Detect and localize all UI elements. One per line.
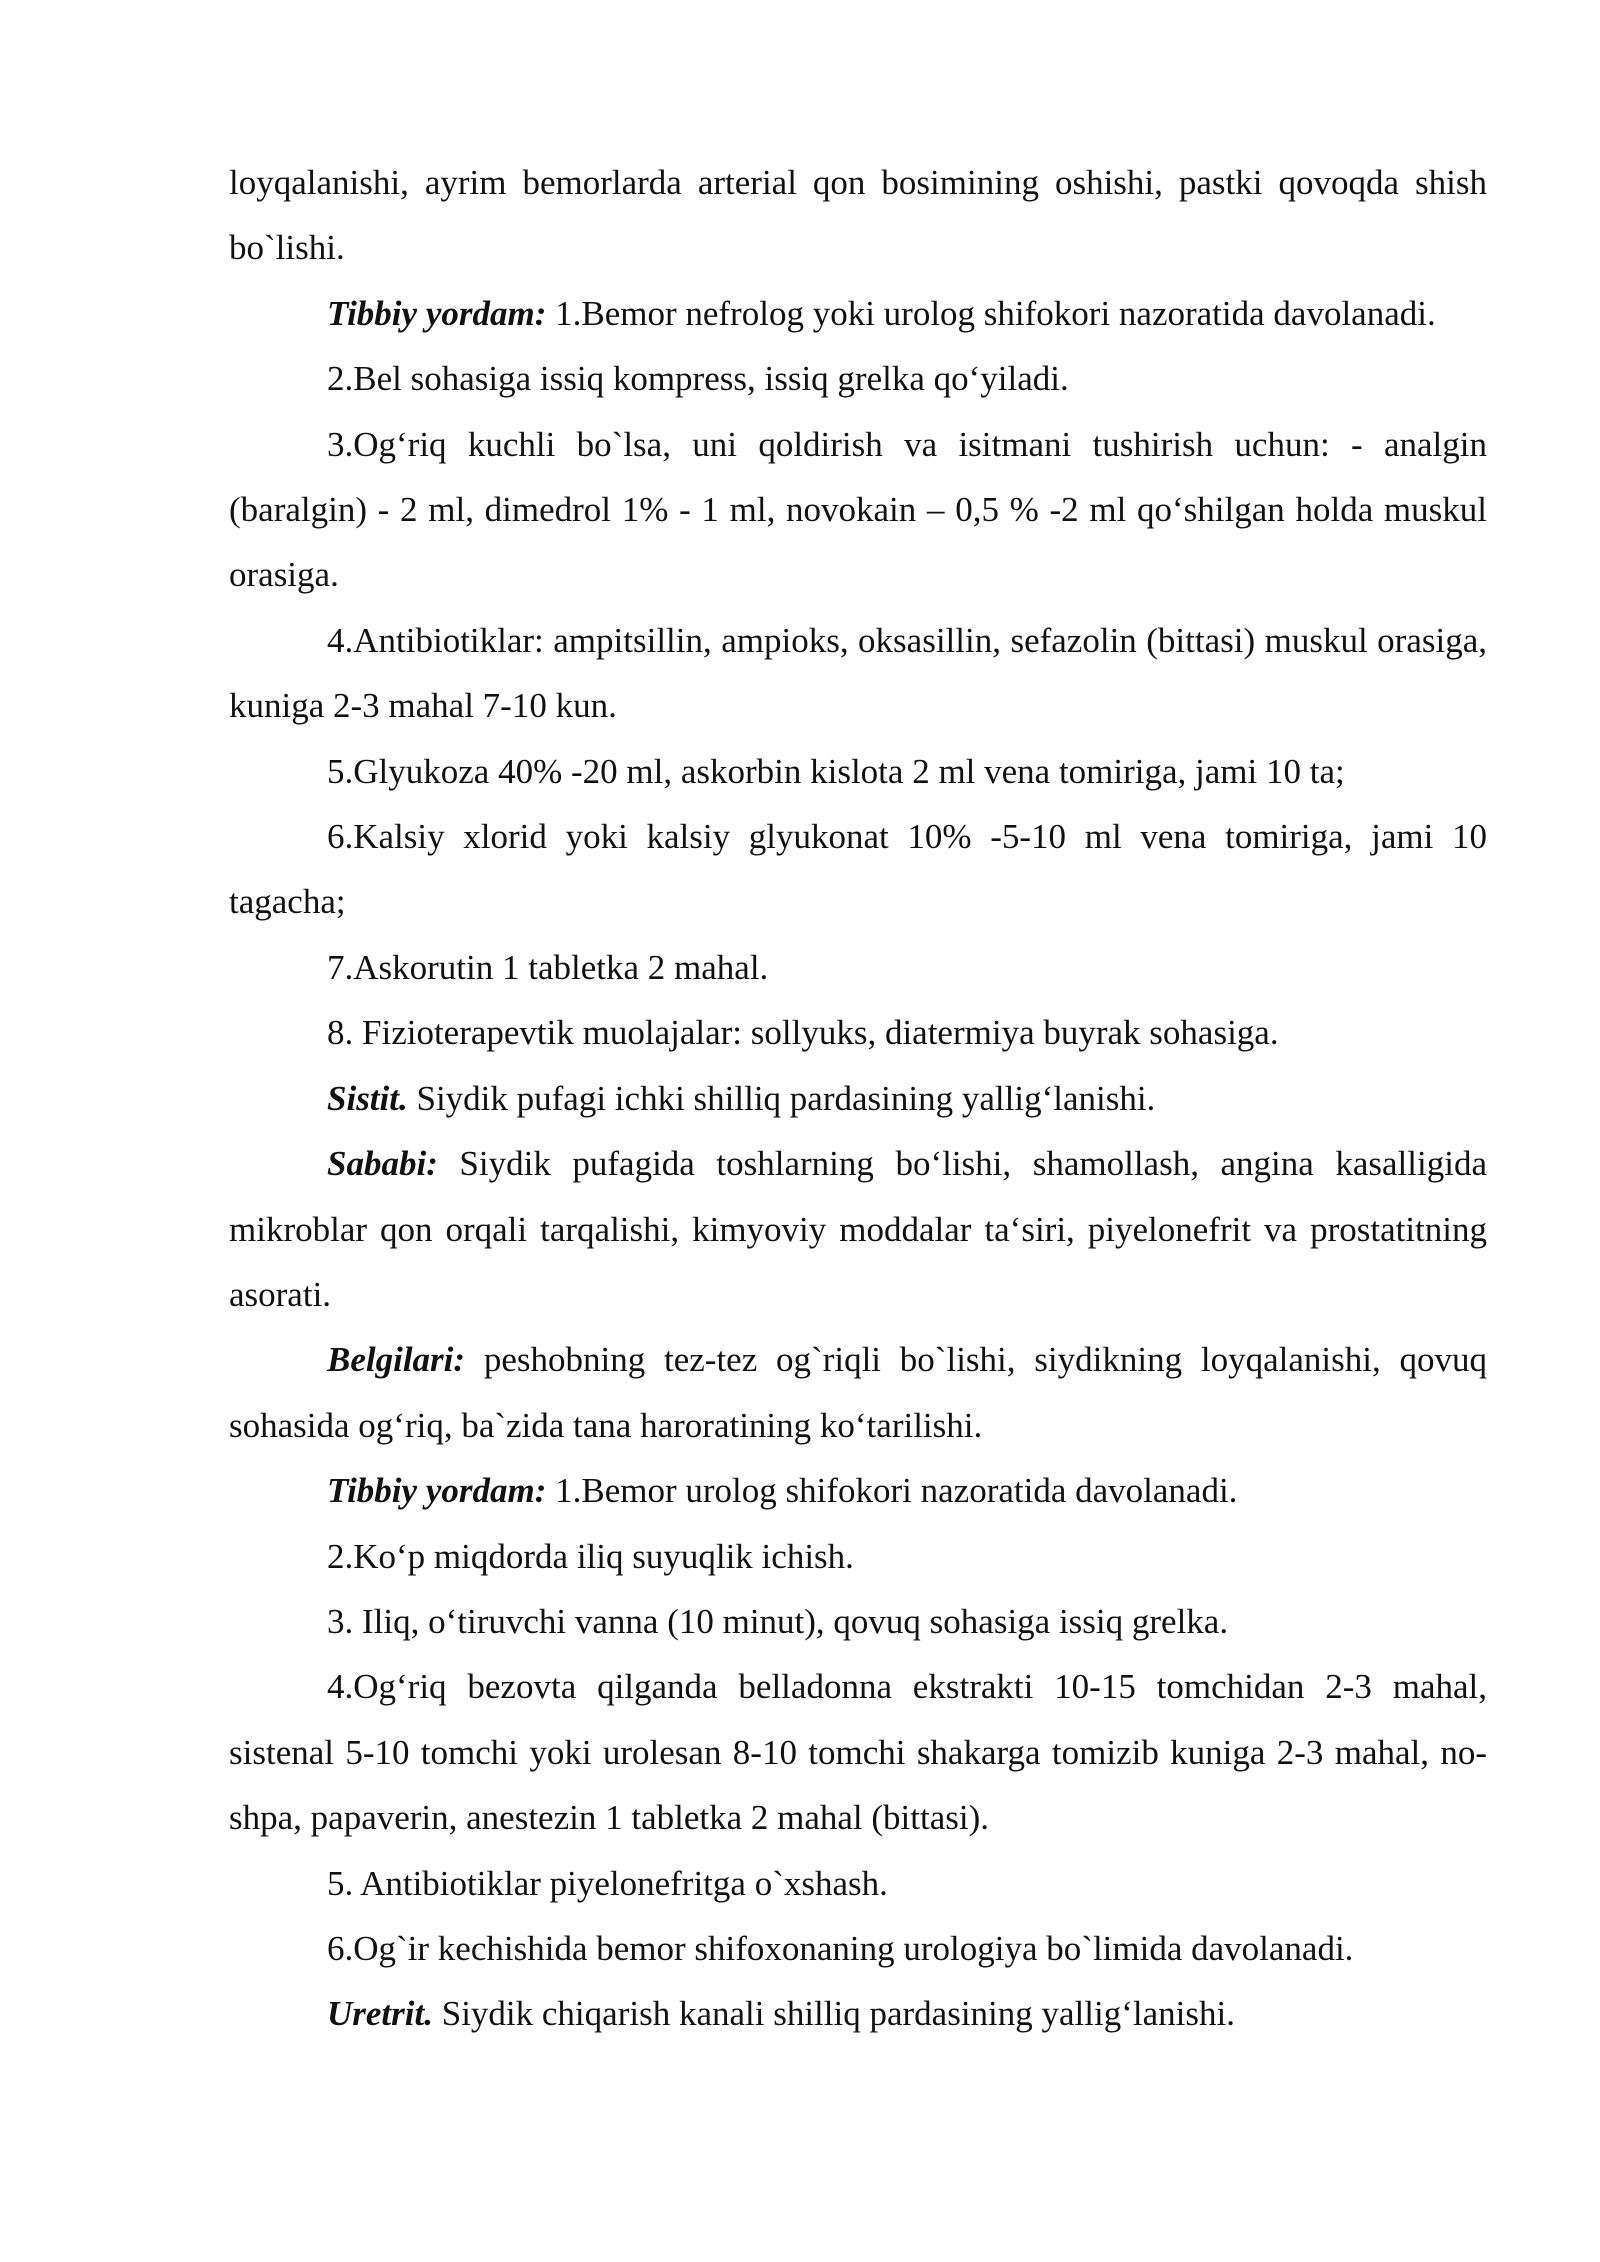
paragraph-text: 8. Fizioterapevtik muolajalar: sollyuks, diatermiya buyrak sohasiga.	[327, 1013, 1279, 1053]
paragraph-text: Siydik pufagida toshlarning bo‘lishi, shamollash, angina kasalligida mikroblar qon orqali tarqalishi, kimyoviy moddalar ta‘siri, piyelonefrit va prostatitning asorati.	[229, 1144, 1487, 1314]
paragraph-2	[229, 281, 1487, 346]
paragraph-text: Siydik pufagi ichki shilliq pardasining yallig‘lanishi.	[407, 1078, 1156, 1118]
paragraph-15	[229, 1589, 1487, 1654]
paragraph-19	[229, 1981, 1487, 2046]
paragraph-text: 2.Bel sohasiga issiq kompress, issiq grelka qo‘yiladi.	[327, 359, 1069, 399]
paragraph-14	[229, 1524, 1487, 1589]
paragraph-6	[229, 739, 1487, 804]
paragraph-3	[229, 346, 1487, 411]
paragraph-text: 6.Kalsiy xlorid yoki kalsiy glyukonat 10% -5-10 ml vena tomiriga, jami 10 tagacha;	[229, 817, 1487, 922]
paragraph-10	[229, 1066, 1487, 1131]
paragraph-text: 1.Bemor nefrolog yoki urolog shifokori nazoratida davolanadi.	[546, 293, 1436, 333]
paragraph-4	[229, 412, 1487, 608]
paragraph-17	[229, 1851, 1487, 1916]
paragraph-8	[229, 935, 1487, 1000]
document-page	[229, 150, 1487, 2047]
paragraph-lead: Sistit.	[327, 1078, 408, 1118]
paragraph-5	[229, 608, 1487, 739]
paragraph-16	[229, 1654, 1487, 1850]
paragraph-text: 1.Bemor urolog shifokori nazoratida davolanadi.	[546, 1471, 1238, 1511]
paragraph-text: Siydik chiqarish kanali shilliq pardasining yallig‘lanishi.	[432, 1994, 1235, 2034]
paragraph-text: 3.Og‘riq kuchli bo`lsa, uni qoldirish va isitmani tushirish uchun: - analgin (baralgin) - 2 ml, dimedrol 1% - 1 ml, novokain – 0,5 % -2 ml qo‘shilgan holda muskul orasiga.	[229, 424, 1487, 595]
paragraph-11	[229, 1131, 1487, 1327]
paragraph-1	[229, 150, 1487, 281]
paragraph-text: 2.Ko‘p miqdorda iliq suyuqlik ichish.	[327, 1536, 854, 1576]
paragraph-text: 5.Glyukoza 40% -20 ml, askorbin kislota 2 ml vena tomiriga, jami 10 ta;	[327, 751, 1345, 791]
paragraph-lead: Belgilari:	[327, 1340, 466, 1380]
paragraph-9	[229, 1000, 1487, 1065]
paragraph-lead: Tibbiy yordam:	[327, 1471, 547, 1511]
paragraph-text: 4.Antibiotiklar: ampitsillin, ampioks, oksasillin, sefazolin (bittasi) muskul orasiga, kuniga 2-3 mahal 7-10 kun.	[229, 620, 1487, 726]
paragraph-text: 4.Og‘riq bezovta qilganda belladonna ekstrakti 10-15 tomchidan 2-3 mahal, sistenal 5-10 tomchi yoki urolesan 8-10 tomchi shakarga tomizib kuniga 2-3 mahal, no-shpa, papaverin, anestezin 1 tabletka 2 mahal (bittasi).	[229, 1667, 1487, 1838]
paragraph-text: peshobning tez-tez og`riqli bo`lishi, siydikning loyqalanishi, qovuq sohasida og‘riq, ba`zida tana haroratining ko‘tarilishi.	[229, 1340, 1487, 1445]
paragraph-text: 7.Askorutin 1 tabletka 2 mahal.	[327, 947, 769, 987]
paragraph-lead: Uretrit.	[327, 1994, 433, 2034]
paragraph-text: 6.Og`ir kechishida bemor shifoxonaning urologiya bo`limida davolanadi.	[327, 1928, 1354, 1968]
paragraph-lead: Sababi:	[327, 1144, 438, 1184]
paragraph-lead: Tibbiy yordam:	[327, 293, 547, 333]
paragraph-12	[229, 1327, 1487, 1458]
paragraph-text: 3. Iliq, o‘tiruvchi vanna (10 minut), qovuq sohasiga issiq grelka.	[327, 1601, 1229, 1641]
paragraph-18	[229, 1916, 1487, 1981]
paragraph-13	[229, 1458, 1487, 1523]
paragraph-text: 5. Antibiotiklar piyelonefritga o`xshash.	[327, 1863, 888, 1903]
paragraph-text: loyqalanishi, ayrim bemorlarda arterial qon bosimining oshishi, pastki qovoqda shish bo`lishi.	[229, 163, 1487, 268]
paragraph-7	[229, 804, 1487, 935]
